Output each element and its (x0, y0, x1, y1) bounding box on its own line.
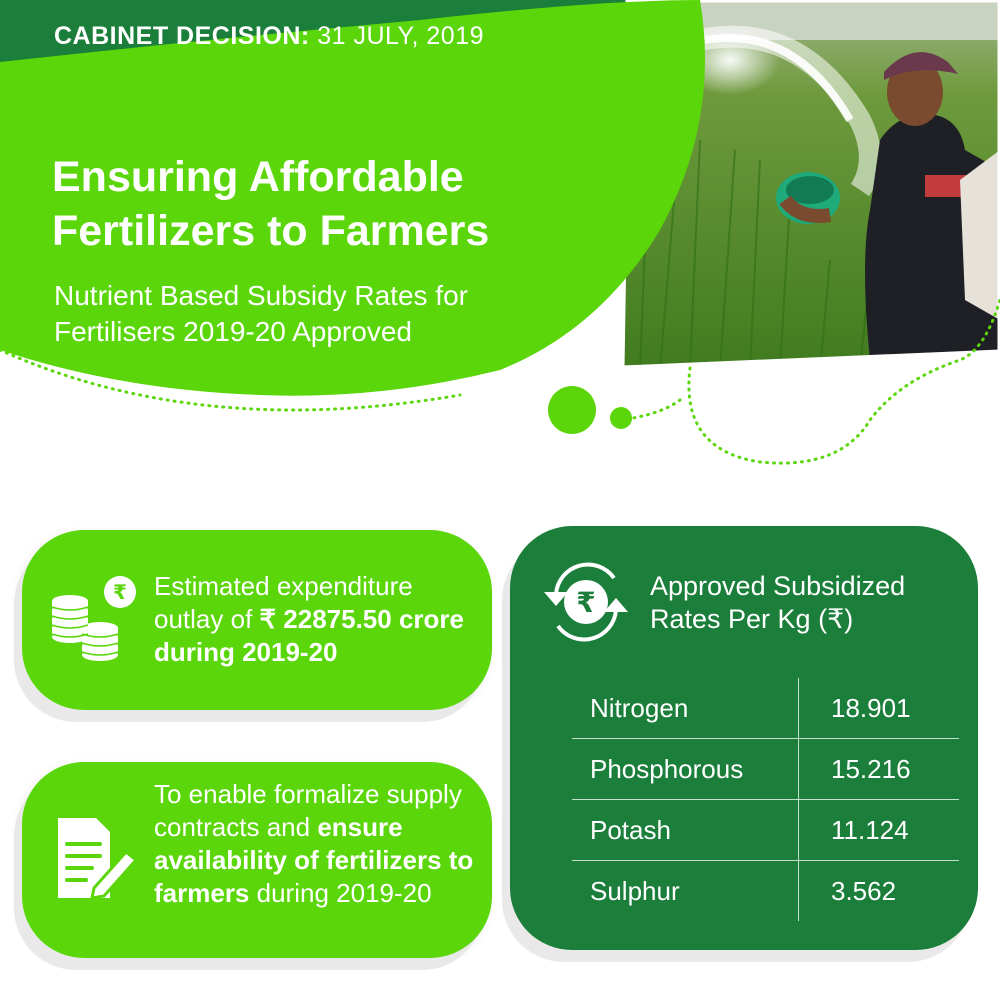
nutrient-rate: 3.562 (799, 861, 960, 922)
expenditure-card (22, 530, 492, 710)
nutrient-rate: 11.124 (799, 800, 960, 861)
nutrient-name: Sulphur (572, 861, 799, 922)
document-pen-icon (52, 814, 142, 904)
nutrient-rate: 15.216 (799, 739, 960, 800)
supply-text (154, 778, 474, 910)
supply-text-end: during 2019-20 (249, 878, 432, 908)
header-label: CABINET DECISION: (54, 22, 310, 50)
supply-contracts-card (22, 762, 492, 958)
cabinet-decision-header (54, 22, 484, 51)
decor-dot-small (610, 407, 632, 429)
expenditure-text (154, 570, 474, 669)
svg-text:₹: ₹ (576, 586, 596, 619)
coins-rupee-icon (50, 576, 150, 666)
expenditure-text-plain: Estimated expenditure outlay of (154, 571, 413, 634)
supply-text-bold: ensure availability of fertilizers to farmers (154, 812, 474, 908)
nutrient-name: Potash (572, 800, 799, 861)
header-date: 31 JULY, 2019 (317, 22, 485, 50)
svg-text:₹: ₹ (113, 580, 127, 604)
nutrient-name: Nitrogen (572, 678, 799, 739)
supply-text-plain: To enable formalize supply contracts and (154, 779, 462, 842)
nutrient-rate: 18.901 (831, 692, 911, 723)
rates-title: Approved Subsidized Rates Per Kg (₹) (650, 571, 906, 634)
decor-dot-large (548, 386, 596, 434)
rates-row (572, 861, 959, 922)
subsidy-rates-card (510, 526, 978, 950)
nutrient-name: Phosphorous (572, 739, 799, 800)
rupee-exchange-icon (536, 556, 636, 648)
page-title: Ensuring Affordable Fertilizers to Farmers (52, 153, 490, 255)
rates-table (572, 678, 959, 921)
rates-row (572, 678, 959, 739)
page-subtitle: Nutrient Based Subsidy Rates for Fertilisers 2019-20 Approved (54, 280, 468, 347)
rates-row (572, 739, 959, 800)
rates-row (572, 800, 959, 861)
expenditure-text-bold: ₹ 22875.50 crore during 2019-20 (154, 604, 464, 667)
